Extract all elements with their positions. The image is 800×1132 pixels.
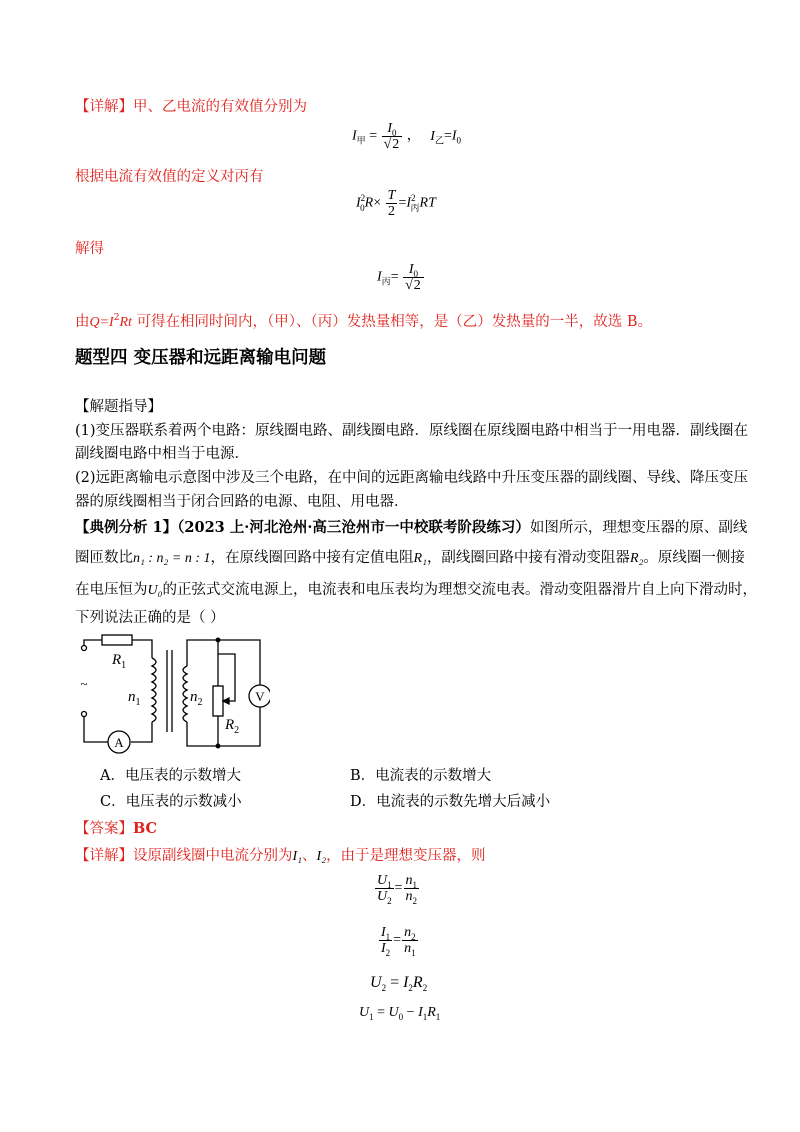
equation-result: $I_丙=$ $\frac{I_0}{√2}$ — [377, 262, 425, 293]
conclusion-line: 由$Q=I^2Rt$ 可得在相同时间内，（甲）、（丙）发热量相等，是（乙）发热量的一半，故选 B。 — [75, 313, 653, 330]
option-a: A．电压表的示数增大 — [100, 768, 241, 784]
detail-line-2: 【详解】设原副线圈中电流分别为I₁、I₂，由于是理想变压器，则 — [75, 848, 486, 864]
option-d: D．电流表的示数先增大后减小 — [350, 794, 551, 810]
label-ac-source: ~ — [80, 676, 88, 691]
primary-coil — [152, 658, 156, 722]
example-line-2: 圈匝数比n₁ : n₂ = n : 1，在原线圈回路中接有定值电阻R₁，副线圈回路中接有滑动变阻器R₂。原线圈一侧接 — [75, 550, 745, 566]
secondary-coil — [183, 666, 187, 722]
detail-text: 甲、乙电流的有效值分别为 — [133, 99, 307, 115]
label-voltmeter: V — [255, 689, 265, 704]
label-ammeter: A — [114, 735, 124, 750]
label-n2: $n_2$ — [190, 689, 203, 708]
example-line-3: 在电压恒为U₀的正弦式交流电源上，电流表和电压表均为理想交流电表。滑动变阻器滑片自上向下滑动时， — [75, 582, 757, 598]
fraction: $\frac{I_0}{√2}$ — [403, 262, 424, 293]
rheostat-r2 — [213, 686, 223, 716]
label-r1: $R_1$ — [112, 652, 127, 671]
equation-u2: $U_2 = I_2R_2$ — [370, 974, 428, 994]
detail-line — [75, 97, 307, 117]
rheostat-slider — [218, 654, 235, 701]
option-b: B．电流表的示数增大 — [350, 768, 492, 784]
section-title: 题型四 变压器和远距离输电问题 — [75, 348, 327, 368]
example-line-4: 下列说法正确的是（ ） — [75, 610, 225, 626]
guide-heading: 【解题指导】 — [75, 399, 162, 415]
definition-line: 根据电流有效值的定义对丙有 — [75, 169, 264, 185]
guide-p2b: 器的原线圈相当于闭合回路的电源、电阻、用电器． — [75, 494, 409, 510]
label-n1: $n_1$ — [128, 689, 141, 708]
option-c: C．电压表的示数减小 — [100, 794, 242, 810]
guide-p1b: 副线圈电路中相当于电源． — [75, 446, 249, 462]
answer-line: 【答案】BC — [75, 820, 158, 837]
guide-p1a: (1)变压器联系着两个电路：原线圈电路、副线圈电路．原线圈在原线圈电路中相当于一用电器．副线圈在 — [75, 423, 749, 439]
terminal-bottom — [82, 712, 87, 717]
equation-u1: $U_1 = U_0 - I_1R_1$ — [359, 1005, 441, 1022]
solve-line: 解得 — [75, 241, 104, 257]
resistor-r1 — [102, 635, 132, 645]
transformer-circuit-diagram — [70, 628, 270, 754]
label-r2: $R_2$ — [225, 717, 240, 736]
equation-voltage-ratio: $\frac{U_1}{U_2}$ = $\frac{n_1}{n_2}$ — [377, 873, 418, 906]
fraction: $\frac{I_0}{√2}$ — [382, 121, 403, 152]
fraction: $\frac{T}{2}$ — [387, 188, 396, 219]
detail-label: 【详解】 — [75, 99, 133, 115]
guide-p2a: (2)远距离输电示意图中涉及三个电路，在中间的远距离输电线路中升压变压器的副线圈、导线、降压变压 — [75, 470, 749, 486]
terminal-top — [82, 646, 87, 651]
equation-heat: $I^2_0R\times$ $\frac{T}{2}$ $=I^2_丙RT$ — [356, 188, 436, 219]
equation-current-ratio: $\frac{I_1}{I_2}$ = $\frac{n_2}{n_1}$ — [381, 925, 416, 958]
example-line-1: 【典例分析 1】（2023 上·河北沧州·高三沧州市一中校联考阶段练习）如图所示，理想变压器的原、副线 — [75, 519, 748, 536]
equation-effective-values: $I_甲$ = $\frac{I_0}{√2}$ ， $I_乙=I_0$ — [352, 121, 462, 152]
